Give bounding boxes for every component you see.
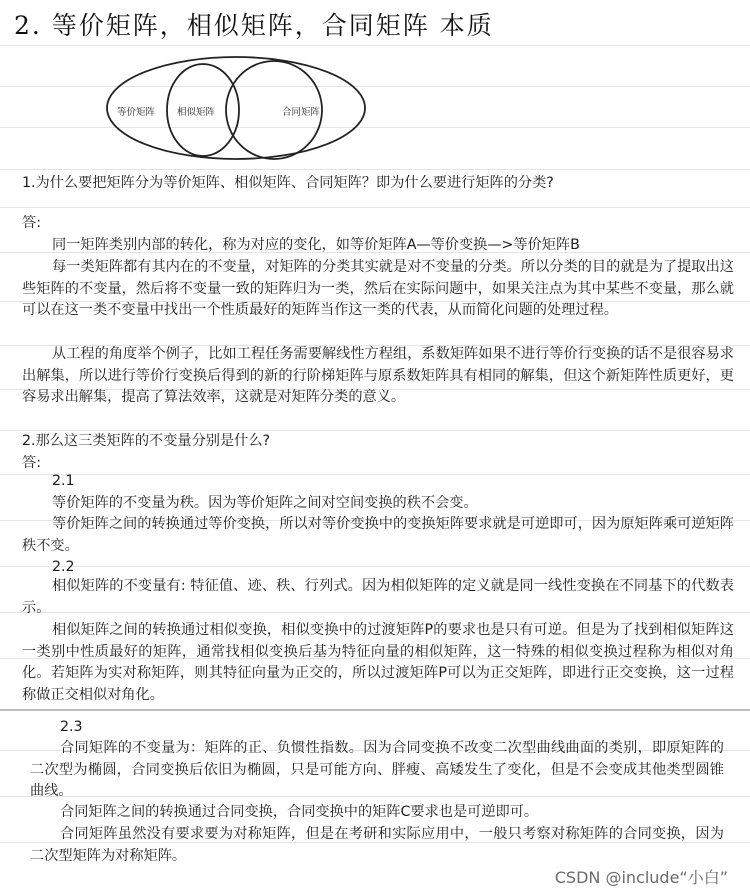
- q1-paragraph-2: 每一类矩阵都有其内在的不变量，对矩阵的分类其实就是对不变量的分类。所以分类的目的就是为了提取出这些矩阵的不变量，然后将不变量一致的矩阵归为一类，然后在实际问题中，如果关注点为其中某些不变量，那么就可以在这一类不变量中找出一个性质最好的矩阵当作这一类的代表，从而简化问题的处理过程。: [22, 259, 734, 319]
- s3-paragraph-1: 合同矩阵的不变量为：矩阵的正、负惯性指数。因为合同变换不改变二次型曲线曲面的类别，即原矩阵的二次型为椭圆，合同变换后依旧为椭圆，只是可能方向、胖瘦、高矮发生了变化，但是不会变成其他类型圆锥曲线。: [30, 740, 724, 800]
- s1-paragraph-1: 等价矩阵的不变量为秩。因为等价矩阵之间对空间变换的秩不会变。: [52, 495, 478, 511]
- s2-paragraph-2: 相似矩阵之间的转换通过相似变换，相似变换中的过渡矩阵P的要求也是只有可逆。但是为了找到相似矩阵这一类别中性质最好的矩阵，通常找相似变换后基为特征向量的相似矩阵，这一特殊的相似变换过程称为相似对角化。若矩阵为实对称矩阵，则其特征向量为正交的，所以过渡矩阵P可以为正交矩阵，即进行正交变换，这一过程称做正交相似对角化。: [22, 622, 734, 704]
- question-2: 2.那么这三类矩阵的不变量分别是什么?: [22, 433, 271, 449]
- s1-paragraph-2: 等价矩阵之间的转换通过等价变换，所以对等价变换中的变换矩阵要求就是可逆即可，因为原矩阵乘可逆矩阵秩不变。: [22, 516, 734, 554]
- section-2-2-number: 2.2: [52, 559, 75, 575]
- q1-paragraph-3: 从工程的角度举个例子，比如工程任务需要解线性方程组，系数矩阵如果不进行等价行变换的话不是很容易求出解集，所以进行等价行变换后得到的新的行阶梯矩阵与原系数矩阵具有相同的解集，但这个新矩阵性质更好，更容易求出解集，提高了算法效率，这就是对矩阵分类的意义。: [22, 346, 734, 406]
- s2-paragraph-1: 相似矩阵的不变量有: 特征值、迹、秩、行列式。因为相似矩阵的定义就是同一线性变换在不同基下的代数表示。: [22, 578, 734, 616]
- section-2-3-number: 2.3: [60, 719, 83, 735]
- s3-paragraph-3: 合同矩阵虽然没有要求要为对称矩阵，但是在考研和实际应用中，一般只考察对称矩阵的合同变换，因为二次型矩阵为对称矩阵。: [30, 826, 724, 864]
- question-1: 1.为什么要把矩阵分为等价矩阵、相似矩阵、合同矩阵？即为什么要进行矩阵的分类?: [22, 175, 554, 191]
- section-2-1-number: 2.1: [52, 473, 75, 489]
- label-congruent: 合同矩阵: [282, 107, 321, 118]
- csdn-watermark: CSDN @include“小白”: [554, 868, 728, 887]
- answer-label-2: 答:: [22, 455, 41, 471]
- s3-paragraph-2: 合同矩阵之间的转换通过合同变换，合同变换中的矩阵C要求也是可逆即可。: [60, 804, 539, 820]
- label-equivalent: 等价矩阵: [117, 107, 156, 118]
- venn-diagram: [104, 54, 384, 176]
- page-title: 2. 等价矩阵，相似矩阵，合同矩阵 本质: [14, 11, 494, 40]
- q1-paragraph-1: 同一矩阵类别内部的转化，称为对应的变化，如等价矩阵A—等价变换—>等价矩阵B: [52, 237, 580, 253]
- label-similar: 相似矩阵: [177, 107, 216, 118]
- answer-label-1: 答:: [22, 215, 41, 231]
